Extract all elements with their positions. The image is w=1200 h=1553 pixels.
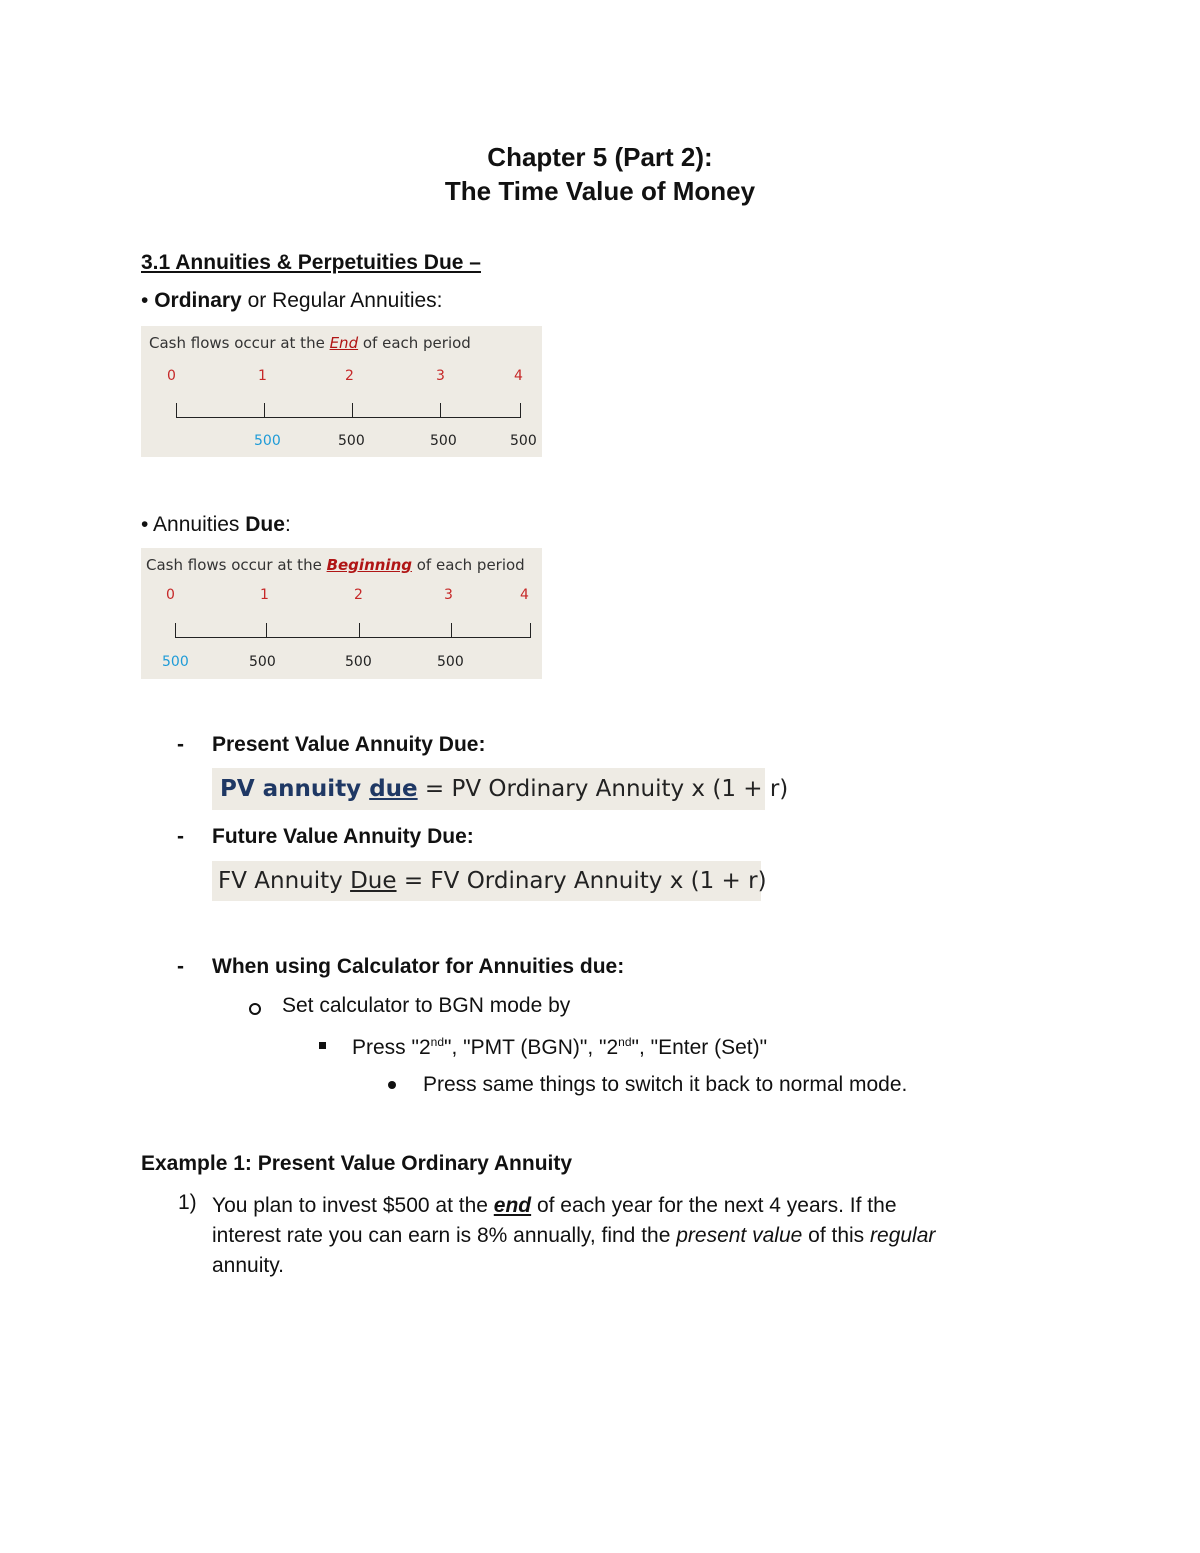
- fv-due-formula: [212, 861, 767, 901]
- tick: [451, 623, 452, 637]
- dash-marker: -: [177, 733, 184, 756]
- example-text-part: annuity.: [212, 1254, 284, 1277]
- due-timeline-box: [141, 548, 542, 679]
- ordinary-bold: Ordinary: [154, 289, 242, 312]
- timeline: [175, 623, 531, 638]
- cash-flow-amount: 500: [162, 654, 189, 670]
- caption-emphasis: End: [329, 334, 359, 352]
- example-emphasis-present-value: present value: [676, 1224, 803, 1247]
- dash-marker: -: [177, 955, 184, 978]
- due-bullet-line: [141, 513, 291, 537]
- example-text: [212, 1191, 1042, 1281]
- cash-flow-amount: 500: [510, 433, 537, 449]
- calculator-label: When using Calculator for Annuities due:: [212, 955, 625, 978]
- page-title-line1: Chapter 5 (Part 2):: [487, 142, 713, 172]
- tick: [264, 403, 265, 417]
- tick: [440, 403, 441, 417]
- circle-bullet-icon: [249, 1003, 261, 1015]
- tick: [352, 403, 353, 417]
- ordinary-rest: or Regular Annuities:: [241, 289, 443, 312]
- period-label: 2: [345, 368, 354, 384]
- formula-rest: = PV Ordinary Annuity x (1 + r): [417, 776, 789, 802]
- period-label: 1: [258, 368, 267, 384]
- caption-pre: Cash flows occur at the: [149, 334, 330, 352]
- ordinary-bullet-line: [141, 289, 443, 313]
- tick: [520, 403, 521, 417]
- tick: [175, 623, 176, 637]
- formula-rest: = FV Ordinary Annuity x (1 + r): [396, 868, 767, 894]
- page-title-line2: The Time Value of Money: [444, 176, 756, 206]
- cash-flow-amount: 500: [249, 654, 276, 670]
- cash-flow-amount: 500: [338, 433, 365, 449]
- formula-fv-term: FV Annuity: [218, 868, 351, 894]
- step2-part: ", "Enter (Set)": [631, 1036, 768, 1059]
- section-heading: 3.1 Annuities & Perpetuities Due –: [141, 251, 481, 274]
- example-text-part: interest rate you can earn is 8% annually, find the: [212, 1224, 677, 1247]
- pv-due-label: Present Value Annuity Due:: [212, 733, 486, 756]
- calculator-step-1: Set calculator to BGN mode by: [282, 994, 571, 1017]
- period-label: 4: [520, 587, 529, 603]
- cash-flow-amount: 500: [437, 654, 464, 670]
- period-label: 3: [436, 368, 445, 384]
- caption-post: of each period: [358, 334, 471, 352]
- cash-flow-amount: 500: [254, 433, 281, 449]
- period-label: 1: [260, 587, 269, 603]
- formula-due-term: due: [369, 776, 418, 802]
- example-heading: Example 1: Present Value Ordinary Annuity: [141, 1152, 573, 1175]
- example-text-part: of this: [802, 1224, 871, 1247]
- period-label: 2: [354, 587, 363, 603]
- ordinary-timeline-box: [141, 326, 542, 457]
- example-text-part: of each year for the next 4 years. If the: [531, 1194, 897, 1217]
- bullet: •: [141, 289, 149, 312]
- due-pre: Annuities: [148, 513, 246, 536]
- example-text-part: You plan to invest $500 at the: [212, 1194, 494, 1217]
- due-post: :: [284, 513, 291, 536]
- tick: [176, 403, 177, 417]
- dot-bullet-icon: [388, 1081, 396, 1089]
- period-label: 0: [166, 587, 175, 603]
- example-number: 1): [178, 1191, 197, 1214]
- square-bullet-icon: [319, 1042, 326, 1049]
- example-emphasis-end: end: [493, 1194, 532, 1217]
- due-caption: [146, 556, 525, 574]
- calculator-step-2: [352, 1035, 767, 1060]
- period-label: 0: [167, 368, 176, 384]
- bullet: •: [141, 513, 149, 536]
- cash-flow-amount: 500: [345, 654, 372, 670]
- dash-marker: -: [177, 825, 184, 848]
- formula-pv-term: PV annuity: [220, 776, 370, 802]
- pv-due-formula: [212, 768, 789, 810]
- tick: [359, 623, 360, 637]
- example-emphasis-regular: regular: [870, 1224, 936, 1247]
- calculator-step-3: Press same things to switch it back to normal mode.: [423, 1073, 908, 1096]
- caption-pre: Cash flows occur at the: [146, 556, 327, 574]
- fv-due-label: Future Value Annuity Due:: [212, 825, 474, 848]
- step2-part: ", "PMT (BGN)", "2: [444, 1036, 619, 1059]
- step2-sup: nd: [618, 1035, 632, 1049]
- tick: [266, 623, 267, 637]
- caption-post: of each period: [411, 556, 525, 574]
- due-bold: Due: [245, 513, 285, 536]
- ordinary-caption: [149, 334, 471, 352]
- period-label: 4: [514, 368, 523, 384]
- formula-due-term: Due: [350, 868, 397, 894]
- period-label: 3: [444, 587, 453, 603]
- tick: [530, 623, 531, 637]
- cash-flow-amount: 500: [430, 433, 457, 449]
- timeline: [176, 403, 521, 418]
- step2-part: Press "2: [352, 1036, 431, 1059]
- step2-sup: nd: [430, 1035, 445, 1049]
- caption-emphasis: Beginning: [326, 556, 412, 574]
